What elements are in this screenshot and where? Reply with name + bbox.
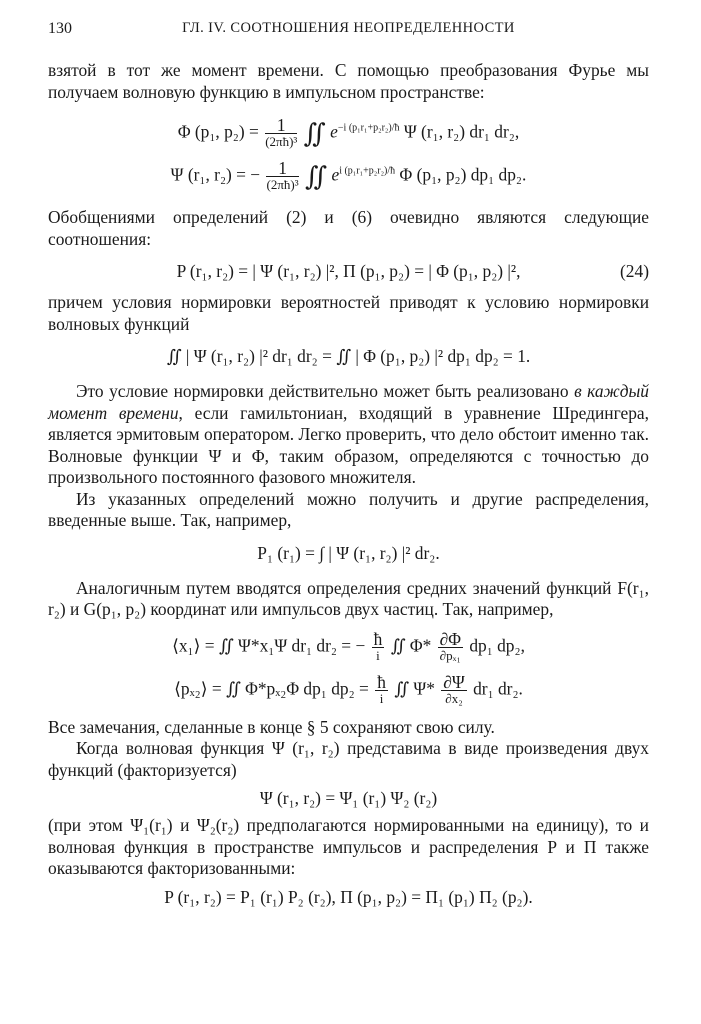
exponent: i (p₁r₁+p₂r₂)/ħ xyxy=(339,165,396,177)
equation-factorized-distributions: P (r₁, r₂) = P₁ (r₁) P₂ (r₂), Π (p₁, p₂) = Π₁ (p₁) Π₂ (p₂). xyxy=(164,886,533,907)
fraction: $\frac{1}{\text{(2πħ)³}}$ xyxy=(266,158,299,192)
equation-text: P (r₁, r₂) = | Ψ (r₁, r₂) |², Π (p₁, p₂) = | Φ (p₁, p₂) |², xyxy=(176,261,521,281)
equation-factorization: Ψ (r₁, r₂) = Ψ₁ (r₁) Ψ₂ (r₂) xyxy=(259,788,438,808)
paragraph: Из указанных определений можно получить и другие распределения, введенные выше. Так, например, xyxy=(48,488,649,530)
equation-lhs: Φ (p₁, p₂) = xyxy=(177,121,259,142)
exponent: −i (p₁r₁+p₂r₂)/ħ xyxy=(337,122,400,134)
paragraph: Аналогичным путем вводятся определения средних значений функций F(r₁, r₂) и G(p₁, p₂) координат или импульсов двух частиц. Так, например, xyxy=(48,577,649,619)
double-integral: ∬ xyxy=(303,118,320,148)
page-body xyxy=(48,60,649,908)
equation-p1: P₁ (r₁) = ∫ | Ψ (r₁, r₂) |² dr₂. xyxy=(257,542,440,563)
paragraph: причем условия нормировки вероятностей приводят к условию нормировки волновых функций xyxy=(48,292,649,334)
paragraph: Когда волновая функция Ψ (r₁, r₂) представима в виде произведения двух функций (факторизуется) xyxy=(48,738,649,780)
derivative: $\frac{\partial\Psi}{\text{∂x₂}}$ xyxy=(443,671,465,706)
fraction: $\frac{ħ}{i}$ xyxy=(377,671,386,706)
equation-mean-x1: ⟨x₁⟩ = ∬ Ψ*x₁Ψ dr₁ dr₂ = − $\frac{ħ}{i}$ ∬ Φ* $\frac{\partial\Phi}{\text{∂pₓ₁}}$ dp₁ dp₂, xyxy=(172,628,525,663)
equation-phi: Φ (p₁, p₂) = $\frac{1}{\text{(2πħ)³}}$ ∬ $e^{-i (p_1r_1+p_2r_2)/ħ}$ Ψ (r₁, r₂) dr₁ dr₂, xyxy=(177,115,520,149)
paragraph: (при этом Ψ₁(r₁) и Ψ₂(r₂) предполагаются нормированными на единицу), то и волновая функция в пространстве импульсов и распределения P и Π также оказываются факторизованными: xyxy=(48,815,649,878)
equation-psi: Ψ (r₁, r₂) = − $\frac{1}{\text{(2πħ)³}}$ ∬ $e^{i (p_1r_1+p_2r_2)/ħ}$ Φ (p₁, p₂) dp₁ dp₂. xyxy=(170,158,527,192)
paragraph: Это условие нормировки действительно может быть реализовано в каждый момент времени, если гамильтониан, входящий в уравнение Шредингера, является эрмитовым оператором. Легко проверить, что дело обстоит именно так. Волновые функции Ψ и Φ, таким образом, определяются с точностью до произвольного постоянного фазового множителя. xyxy=(48,381,649,487)
fraction: $\frac{1}{\text{(2πħ)³}}$ xyxy=(265,115,298,149)
page-number: 130 xyxy=(48,20,72,37)
double-integral: ∬ xyxy=(304,161,322,191)
equation-mean-px2: ⟨pₓ₂⟩ = ∬ Φ*pₓ₂Φ dp₁ dp₂ = $\frac{ħ}{i}$ ∬ Ψ* $\frac{\partial\Psi}{\text{∂x₂}}$ dr₁ dr₂. xyxy=(174,671,523,706)
derivative: $\frac{\partial\Phi}{\text{∂pₓ₁}}$ xyxy=(439,628,461,663)
equation-24 xyxy=(48,260,649,282)
equation-number: (24) xyxy=(620,261,649,281)
paragraph: Все замечания, сделанные в конце § 5 сохраняют свою силу. xyxy=(48,716,495,737)
equation-lhs: Ψ (r₁, r₂) = − xyxy=(170,164,261,185)
equation-rhs: Φ (p₁, p₂) dp₁ dp₂. xyxy=(399,164,527,185)
equation-rhs: Ψ (r₁, r₂) dr₁ dr₂, xyxy=(403,121,520,142)
fraction: $\frac{ħ}{i}$ xyxy=(373,628,383,663)
running-head xyxy=(48,20,649,44)
paragraph: Обобщениями определений (2) и (6) очевидно являются следующие соотношения: xyxy=(48,207,649,249)
equation-normalization: ∬ | Ψ (r₁, r₂) |² dr₁ dr₂ = ∬ | Φ (p₁, p₂) |² dp₁ dp₂ = 1. xyxy=(166,346,531,366)
chapter-title: ГЛ. IV. СООТНОШЕНИЯ НЕОПРЕДЕЛЕННОСТИ xyxy=(182,20,515,36)
paragraph: взятой в тот же момент времени. С помощью преобразования Фурье мы получаем волновую функцию в импульсном пространстве: xyxy=(48,60,649,102)
emphasis-text: в каждый момент времени xyxy=(48,381,649,423)
